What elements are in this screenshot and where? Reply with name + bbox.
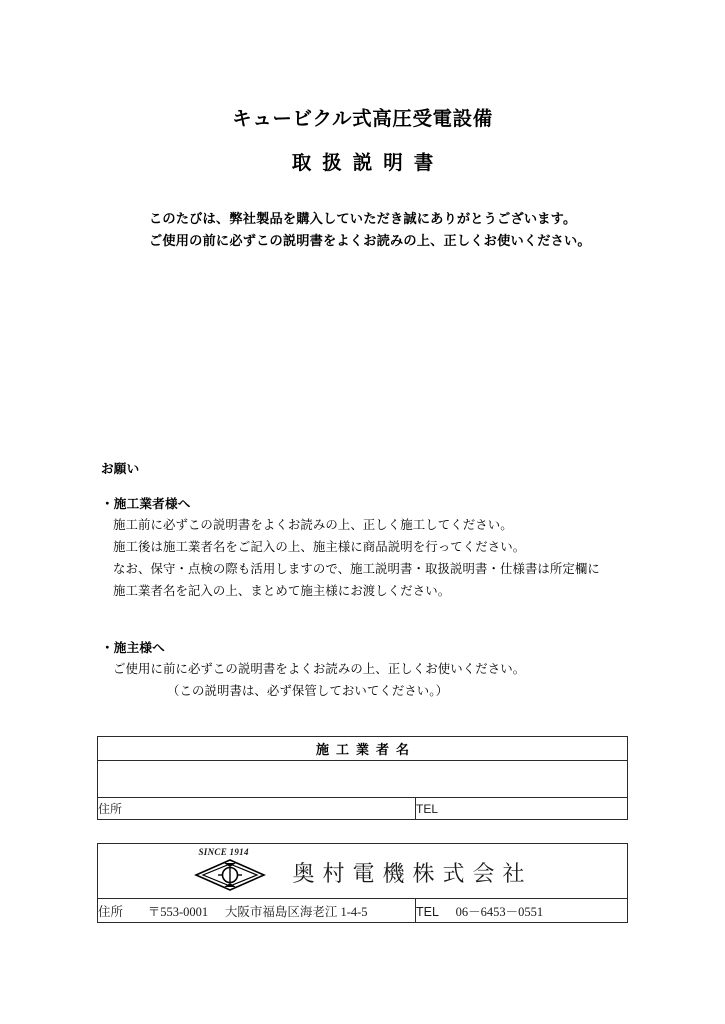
owner-notice-body: [113, 658, 525, 702]
table-row: [98, 899, 628, 923]
company-tel-cell: [416, 899, 628, 923]
company-logo: [192, 847, 270, 895]
contractor-notice-block: [101, 494, 600, 602]
owner-notice-title: ・施主様へ: [101, 641, 165, 655]
request-section-heading: お願い: [101, 462, 140, 476]
contractor-notice-line: なお、保守・点検の際も活用しますので、施工説明書・取扱説明書・仕様書は所定欄に: [113, 562, 600, 576]
owner-notice-block: [101, 638, 525, 702]
since-year-label: SINCE 1914: [198, 847, 249, 857]
contractor-address-field[interactable]: 住所: [98, 798, 416, 820]
company-tel-label: TEL: [416, 904, 439, 919]
company-brand: [98, 844, 627, 898]
owner-notice-note: （この説明書は、必ず保管しておいてください。）: [167, 684, 449, 698]
contractor-notice-body: [113, 514, 600, 602]
intro-line-1: このたびは、弊社製品を購入していただき誠にありがとうございます。: [149, 211, 577, 226]
company-brand-cell: [98, 844, 628, 899]
contractor-table-header: 施工業者名: [98, 737, 628, 761]
company-address-cell: [98, 899, 416, 923]
contractor-name-input[interactable]: [98, 761, 628, 798]
company-info-table: [97, 843, 628, 923]
document-title-main: キュービクル式高圧受電設備: [232, 108, 493, 130]
contractor-notice-line: 施工前に必ずこの説明書をよくお読みの上、正しく施工してください。: [113, 518, 513, 532]
owner-notice-line: ご使用に前に必ずこの説明書をよくお読みの上、正しくお使いください。: [113, 662, 526, 676]
company-postal-code: 〒553-0001: [147, 904, 209, 919]
company-address-label: 住所: [98, 904, 124, 919]
contractor-notice-line: 施工業者名を記入の上、まとめて施主様にお渡しください。: [113, 584, 451, 598]
diamond-logo-icon: [194, 858, 266, 892]
contractor-info-table: [97, 736, 628, 820]
table-row: [98, 844, 628, 899]
contractor-notice-line: 施工後は施工業者名をご記入の上、施主様に商品説明を行ってください。: [113, 540, 526, 554]
company-address-value: 大阪市福島区海老江 1-4-5: [224, 904, 368, 919]
company-tel-value: 06－6453－0551: [455, 904, 544, 919]
contractor-tel-field[interactable]: TEL: [416, 798, 628, 820]
intro-paragraph: [149, 208, 591, 252]
document-title-sub: 取扱説明書: [291, 152, 445, 174]
company-name: 奥村電機株式会社: [292, 860, 533, 886]
contractor-notice-title: ・施工業者様へ: [101, 497, 191, 511]
table-row: [98, 737, 628, 761]
table-row: [98, 761, 628, 798]
intro-line-2: ご使用の前に必ずこの説明書をよくお読みの上、正しくお使いください。: [149, 233, 591, 248]
table-row: [98, 798, 628, 820]
